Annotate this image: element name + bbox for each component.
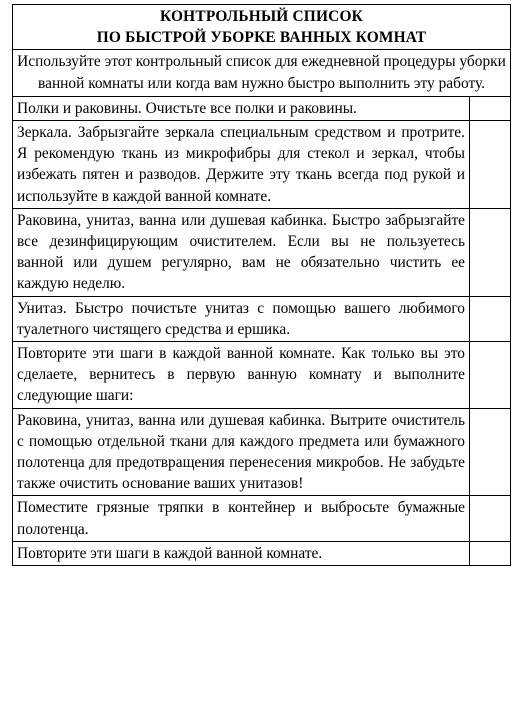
checklist-item-checkbox[interactable] xyxy=(470,408,511,496)
checklist-item-checkbox[interactable] xyxy=(470,496,511,541)
checklist-item-checkbox[interactable] xyxy=(470,96,511,120)
checklist-item-row xyxy=(13,342,511,409)
title-line-1: КОНТРОЛЬНЫЙ СПИСОК xyxy=(160,8,363,25)
checklist-intro: Используйте этот контрольный список для ежедневной процедуры уборки ванной комнаты или когда вам нужно быстро выполнить эту работу. xyxy=(13,50,511,96)
checklist-item-text: Поместите грязные тряпки в контейнер и выбросьте бумажные полотенца. xyxy=(13,496,470,541)
checklist-item-text: Повторите эти шаги в каждой ванной комнате. Как только вы это сделаете, вернитесь в первую ванную комнату и выполните следующие шаги: xyxy=(13,342,470,409)
checklist-item-text: Раковина, унитаз, ванна или душевая кабинка. Быстро забрызгайте все дезинфицирующим очистителем. Если вы не пользуетесь ванной или душем регулярно, вам не обязательно чистить ее каждую неделю. xyxy=(13,208,470,296)
checklist-item-checkbox[interactable] xyxy=(470,121,511,209)
checklist-item-text: Унитаз. Быстро почистьте унитаз с помощью вашего любимого туалетного чистящего средства и ершика. xyxy=(13,296,470,341)
checklist-item-text: Повторите эти шаги в каждой ванной комнате. xyxy=(13,541,470,565)
checklist-item-checkbox[interactable] xyxy=(470,296,511,341)
checklist-item-row xyxy=(13,121,511,209)
checklist-item-row xyxy=(13,541,511,565)
bathroom-cleaning-checklist-table xyxy=(12,4,511,566)
intro-row xyxy=(13,50,511,96)
checklist-title xyxy=(13,5,511,50)
checklist-item-text: Полки и раковины. Очистьте все полки и раковины. xyxy=(13,96,470,120)
checklist-item-row xyxy=(13,496,511,541)
checklist-item-row xyxy=(13,208,511,296)
title-line-2: ПО БЫСТРОЙ УБОРКЕ ВАННЫХ КОМНАТ xyxy=(96,29,427,47)
checklist-item-checkbox[interactable] xyxy=(470,208,511,296)
checklist-item-text: Зеркала. Забрызгайте зеркала специальным средством и протрите. Я рекомендую ткань из микрофибры для стекол и зеркал, чтобы избежать пятен и разводов. Держите эту ткань всегда под рукой и используйте в каждой ванной комнате. xyxy=(13,121,470,209)
title-row xyxy=(13,5,511,50)
checklist-item-row xyxy=(13,296,511,341)
checklist-item-row xyxy=(13,96,511,120)
checklist-item-checkbox[interactable] xyxy=(470,342,511,409)
checklist-item-row xyxy=(13,408,511,496)
checklist-item-checkbox[interactable] xyxy=(470,541,511,565)
checklist-item-text: Раковина, унитаз, ванна или душевая кабинка. Вытрите очиститель с помощью отдельной ткани для каждого предмета или бумажного полотенца для предотвращения перенесения микробов. Не забудьте также очистить основание ваших унитазов! xyxy=(13,408,470,496)
